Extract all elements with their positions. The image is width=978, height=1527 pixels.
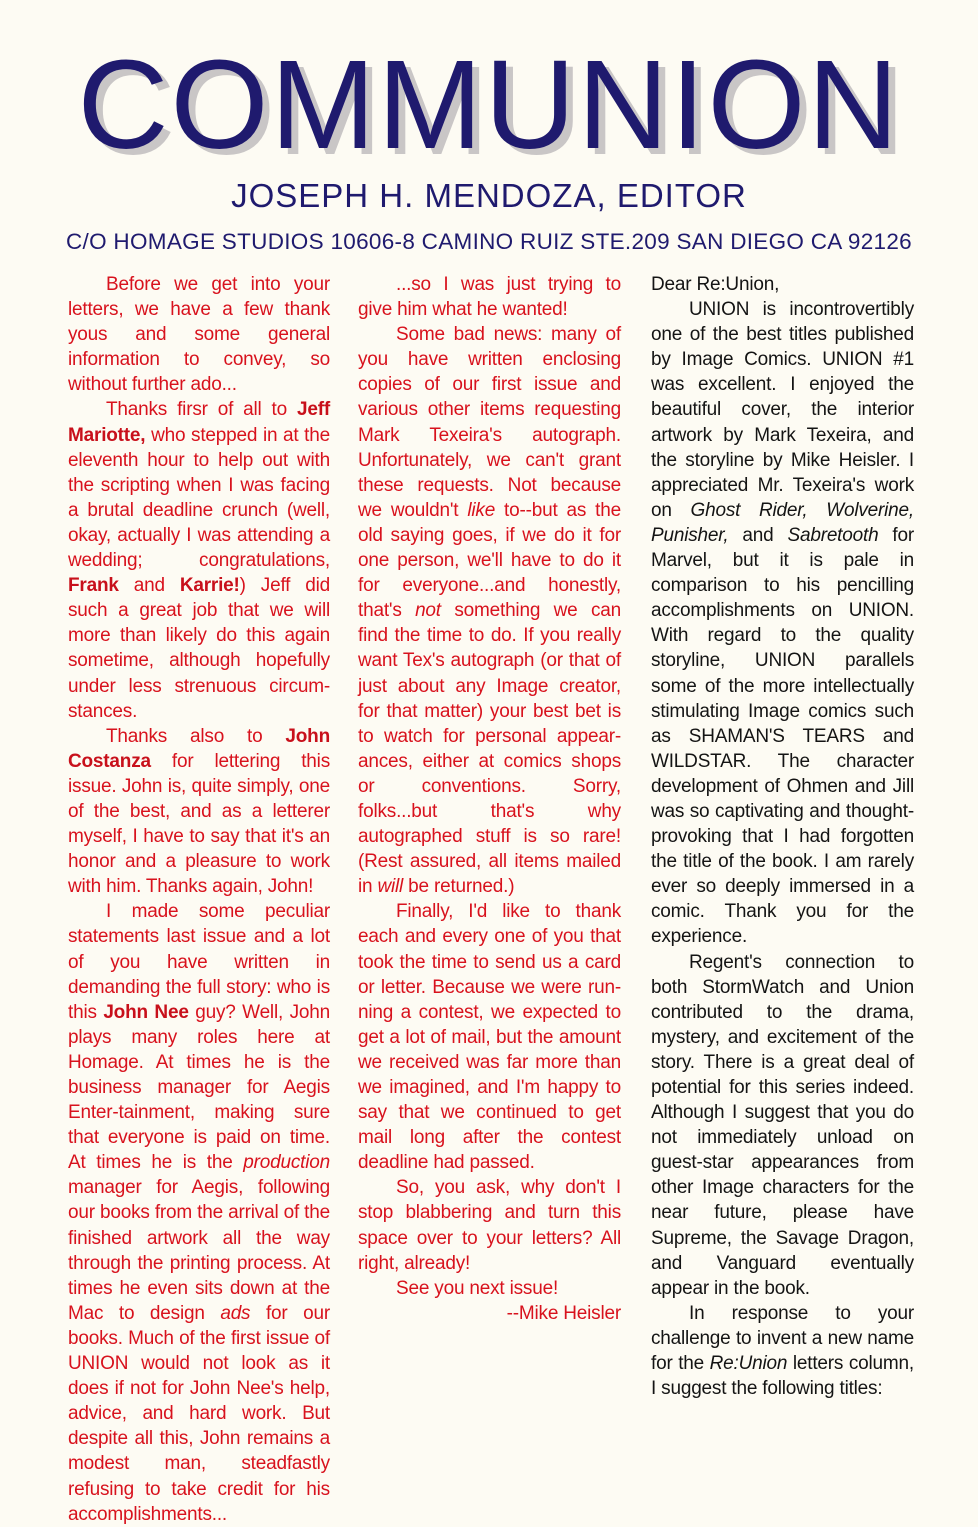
paragraph-text: Thanks firsr of all to — [106, 399, 297, 421]
editorial-paragraph — [68, 397, 330, 723]
paragraph-text: for Marvel, but it is pale in comparison to his pencilling accomplishments on UNION. With regard to the quality storyline, UNION parallels some of the more intellectually stimulating Image comics such as SHAMAN'S TEARS and WILDSTAR. The character development of Ohmen and Jill was so captivating and thought-provoking that I had forgotten the title of the book. I am rarely ever so deeply immersed in a comic. Thank you for the experience. — [651, 524, 915, 948]
name-karrie: Karrie! — [179, 575, 240, 597]
paragraph-text: Thanks also to — [106, 725, 286, 747]
paragraph-text: Finally, I'd like to thank each and every one of you that took the time to send us a card or letter. Because we were run-ning a contest, we expected to get a lot of mail, but the amount we received was far more than we imagined, and I'm happy to say that we continued to get mail long after the contest deadline had passed. — [358, 901, 621, 1174]
paragraph-text: and — [118, 575, 180, 597]
editor-credit: JOSEPH H. MENDOZA, EDITOR — [231, 177, 747, 214]
signature-text: --Mike Heisler — [506, 1302, 621, 1324]
emphasis: will — [377, 876, 404, 898]
paragraph-text: and — [728, 524, 788, 546]
column-title: COMMUNION — [77, 34, 901, 175]
emphasis: not — [415, 600, 441, 622]
name-jeff-mariotte: Jeff Mariotte, — [68, 399, 330, 446]
paragraph-text: Regent's connection to both StormWatch and Union contributed to the drama, mystery, and excitement of the story. There is a great deal of potential for this series indeed. Although I suggest that you do not immediately unload on guest-star appearances from other Image characters for the near future, please have Supreme, the Savage Dragon, and Vanguard eventually appear in the book. — [651, 951, 914, 1299]
paragraph-text: Before we get into your letters, we have a few thank yous and some general information to convey, so without further ado... — [68, 274, 330, 396]
paragraph-text: ...so I was just trying to give him what he wanted! — [358, 274, 621, 321]
emphasis: Ghost Rider, Wolverine, Punisher, — [651, 499, 914, 546]
editorial-paragraph — [358, 1175, 621, 1275]
paragraph-text: So, you ask, why don't I stop blabbering and turn this space over to your letters? All right, already! — [358, 1177, 621, 1274]
paragraph-text: In response to your challenge to invent a new name for the — [651, 1302, 914, 1375]
editorial-paragraph — [358, 1276, 621, 1301]
letter-salutation — [651, 272, 914, 297]
paragraph-text: for our books. Much of the first issue of UNION would not look as it does if not for John Nee's help, advice, and hard work. But despite all this, John remains a modest man, steadfastly refusing to take credit for his accomplishments... — [68, 1302, 331, 1525]
paragraph-text: be returned.) — [403, 876, 515, 898]
paragraph-text: I made some peculiar statements last issue and a lot of you have written in demanding the full story: who is this — [68, 901, 330, 1023]
paragraph-text: guy? Well, John plays many roles here at Homage. At times he is the business manager for Aegis Enter-tainment, making sure that everyone is paid on time. At times he is the — [68, 1001, 330, 1174]
emphasis: Re:Union — [709, 1353, 788, 1375]
paragraph-text: letters column, I suggest the following titles: — [651, 1353, 914, 1400]
paragraph-text: manager for Aegis, following our books from the arrival of the finished artwork all the way through the printing process. At times he even sits down at the Mac to design — [68, 1177, 330, 1324]
paragraph-text: for lettering this issue. John is, quite simply, one of the best, and as a letterer myself, I have to say that it's an honor and a pleasure to work with him. Thanks again, John! — [68, 750, 330, 898]
name-john-nee: John Nee — [103, 1001, 189, 1023]
name-john-costanza: John Costanza — [68, 725, 330, 772]
emphasis: production — [243, 1152, 330, 1174]
editorial-paragraph — [68, 724, 330, 900]
salutation-text: Dear Re:Union, — [651, 274, 780, 295]
editorial-paragraph — [68, 899, 330, 1526]
paragraph-text: See you next issue! — [396, 1277, 559, 1299]
letter-paragraph — [651, 1301, 914, 1401]
editorial-paragraph — [358, 899, 621, 1175]
editorial-column-1 — [68, 272, 330, 1527]
emphasis: ads — [220, 1302, 251, 1324]
paragraph-text: ) Jeff did such a great job that we will more than likely do this again sometime, although hopefully under less strenuous circum-stances. — [68, 575, 330, 722]
editorial-paragraph — [358, 272, 621, 322]
reader-letter-column — [651, 272, 914, 1401]
editor-signature — [358, 1301, 621, 1326]
editorial-column-2 — [358, 272, 621, 1326]
paragraph-text: Some bad news: many of you have written enclosing copies of our first issue and various other items requesting Mark Texeira's autograph. Unfortunately, we can't grant these requests. Not because we wouldn't — [358, 324, 621, 521]
paragraph-text: UNION is incontrovertibly one of the best titles published by Image Comics. UNION #1 was excellent. I enjoyed the beautiful cover, the interior artwork by Mark Texeira, and the storyline by Mike Heisler. I appreciated Mr. Texeira's work on — [651, 299, 914, 521]
emphasis: like — [467, 499, 496, 521]
editorial-paragraph — [358, 322, 621, 899]
paragraph-text: something we can find the time to do. If you really want Tex's autograph (or that of just about any Image creator, for that matter) your best bet is to watch for personal appear-ances, either at comics shops or conventions. Sorry, folks...but that's why autographed stuff is so rare! (Rest assured, all items mailed in — [358, 600, 621, 898]
mailing-address: C/O HOMAGE STUDIOS 10606-8 CAMINO RUIZ STE.209 SAN DIEGO CA 92126 — [65, 229, 912, 254]
letter-paragraph — [651, 950, 914, 1301]
emphasis: Sabretooth — [787, 524, 879, 546]
name-frank: Frank — [68, 575, 119, 597]
editorial-paragraph — [68, 272, 330, 397]
letter-paragraph — [651, 297, 914, 949]
paragraph-text: to--but as the old saying goes, if we do it for one person, we'll have to do it for everyone...and honestly, that's — [358, 499, 621, 622]
paragraph-text: who stepped in at the eleventh hour to help out with the scripting when I was facing a brutal deadline crunch (well, okay, actually I was attending a wedding; congratulations, — [68, 424, 330, 572]
